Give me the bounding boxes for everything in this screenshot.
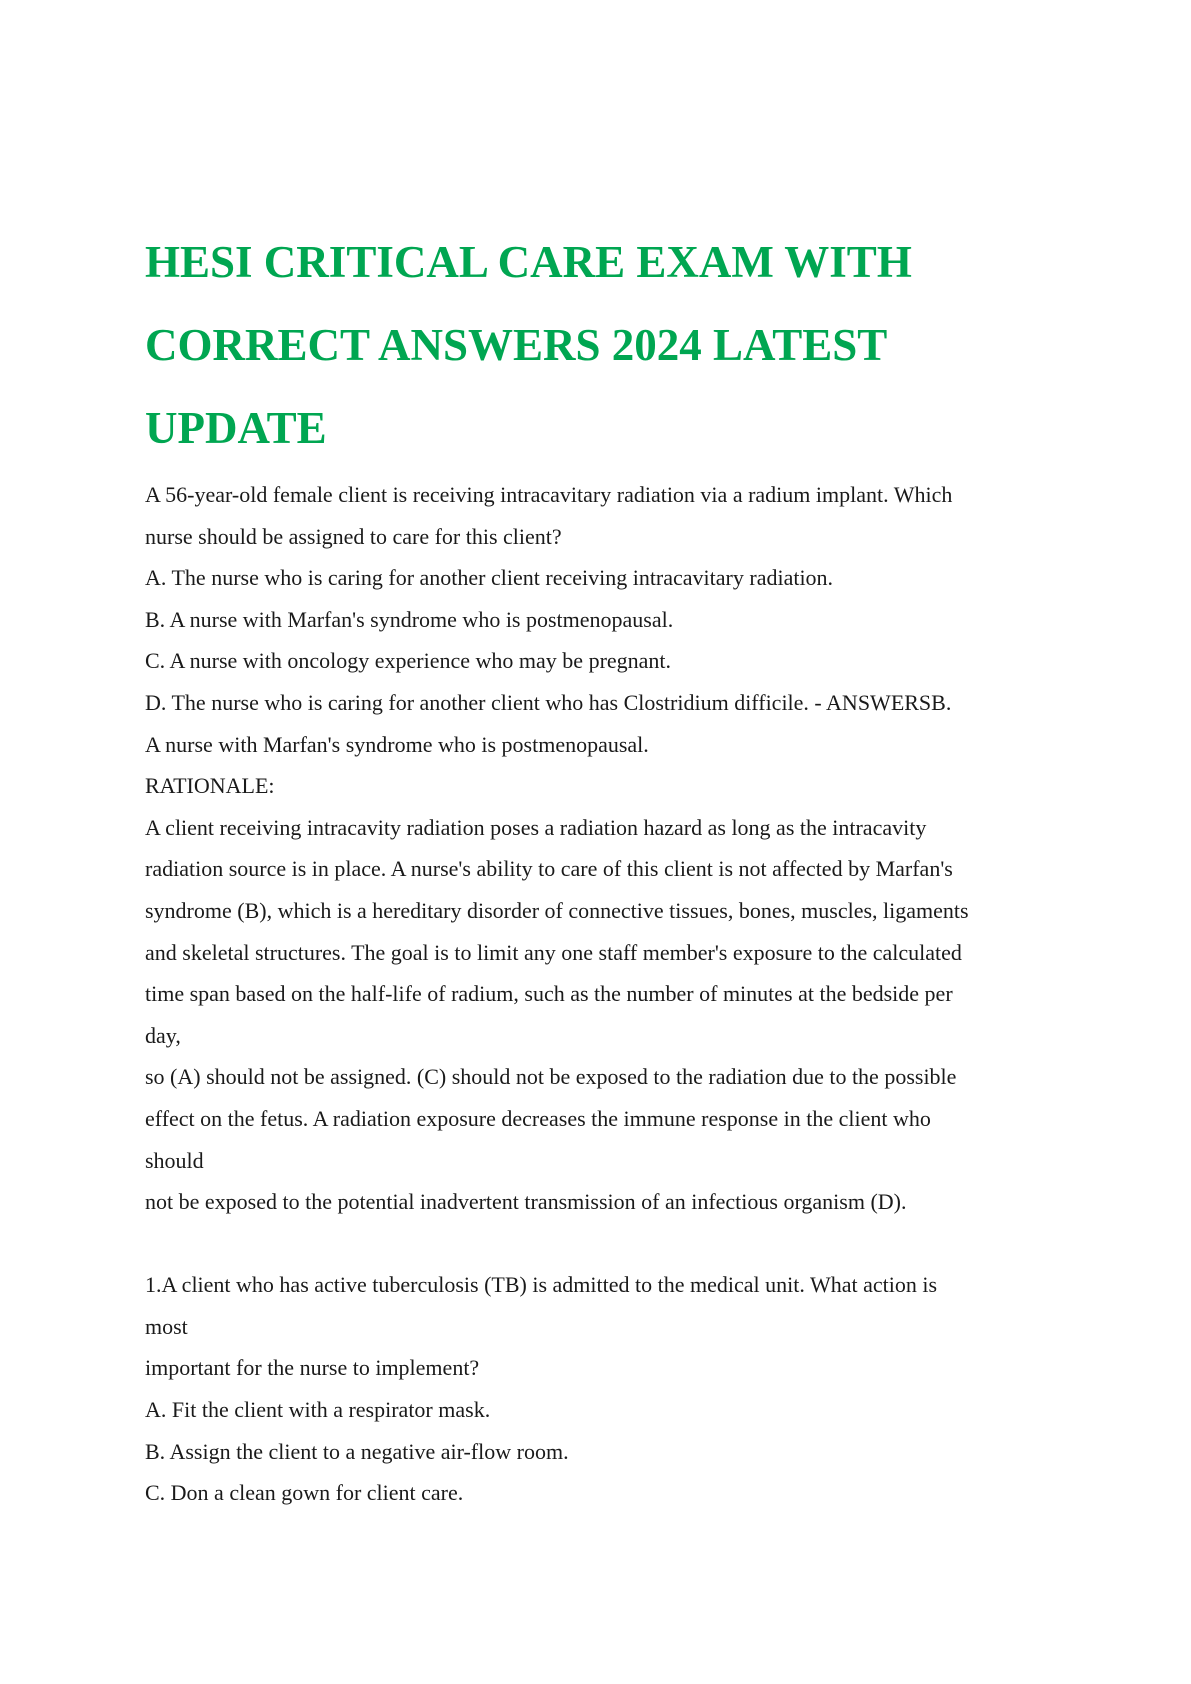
question-stem-line: important for the nurse to implement? <box>145 1355 480 1381</box>
question-block <box>145 474 969 1223</box>
rationale-line: and skeletal structures. The goal is to limit any one staff member's exposure to the calculated <box>145 939 962 965</box>
rationale-line: not be exposed to the potential inadvertent transmission of an infectious organism (D). <box>145 1189 907 1215</box>
rationale-line: so (A) should not be assigned. (C) should not be exposed to the radiation due to the possible <box>145 1064 957 1090</box>
paragraph-spacer <box>145 1223 969 1265</box>
document-title <box>145 221 912 470</box>
rationale-line: should <box>145 1147 204 1173</box>
rationale-line: day, <box>145 1022 181 1048</box>
answer-option: A. Fit the client with a respirator mask. <box>145 1397 491 1423</box>
question-stem-line: nurse should be assigned to care for this client? <box>145 523 562 549</box>
answer-option: B. A nurse with Marfan's syndrome who is postmenopausal. <box>145 606 674 632</box>
answer-option: D. The nurse who is caring for another client who has Clostridium difficile. - ANSWERSB. <box>145 689 952 715</box>
rationale-line: time span based on the half-life of radium, such as the number of minutes at the bedside per <box>145 981 953 1007</box>
question-stem-line: 1.A client who has active tuberculosis (TB) is admitted to the medical unit. What action is <box>145 1272 938 1298</box>
answer-option: C. A nurse with oncology experience who may be pregnant. <box>145 648 672 674</box>
correct-answer: A nurse with Marfan's syndrome who is postmenopausal. <box>145 731 649 757</box>
rationale-line: syndrome (B), which is a hereditary disorder of connective tissues, bones, muscles, ligaments <box>145 897 969 923</box>
rationale-line: radiation source is in place. A nurse's ability to care of this client is not affected by Marfan's <box>145 856 953 882</box>
title-line: UPDATE <box>145 403 327 453</box>
rationale-heading: RATIONALE: <box>145 773 275 799</box>
rationale-line: A client receiving intracavity radiation poses a radiation hazard as long as the intracavity <box>145 814 927 840</box>
answer-option: B. Assign the client to a negative air-flow room. <box>145 1438 569 1464</box>
answer-option: A. The nurse who is caring for another client receiving intracavitary radiation. <box>145 565 834 591</box>
question-stem-line: most <box>145 1313 188 1339</box>
title-line: CORRECT ANSWERS 2024 LATEST <box>145 320 888 370</box>
answer-option: C. Don a clean gown for client care. <box>145 1480 464 1506</box>
rationale-line: effect on the fetus. A radiation exposure decreases the immune response in the client who <box>145 1105 931 1131</box>
question-stem-line: A 56-year-old female client is receiving intracavitary radiation via a radium implant. Which <box>145 482 953 507</box>
title-line: HESI CRITICAL CARE EXAM WITH <box>145 237 912 287</box>
document-body <box>145 474 969 1514</box>
question-block <box>145 1264 969 1514</box>
